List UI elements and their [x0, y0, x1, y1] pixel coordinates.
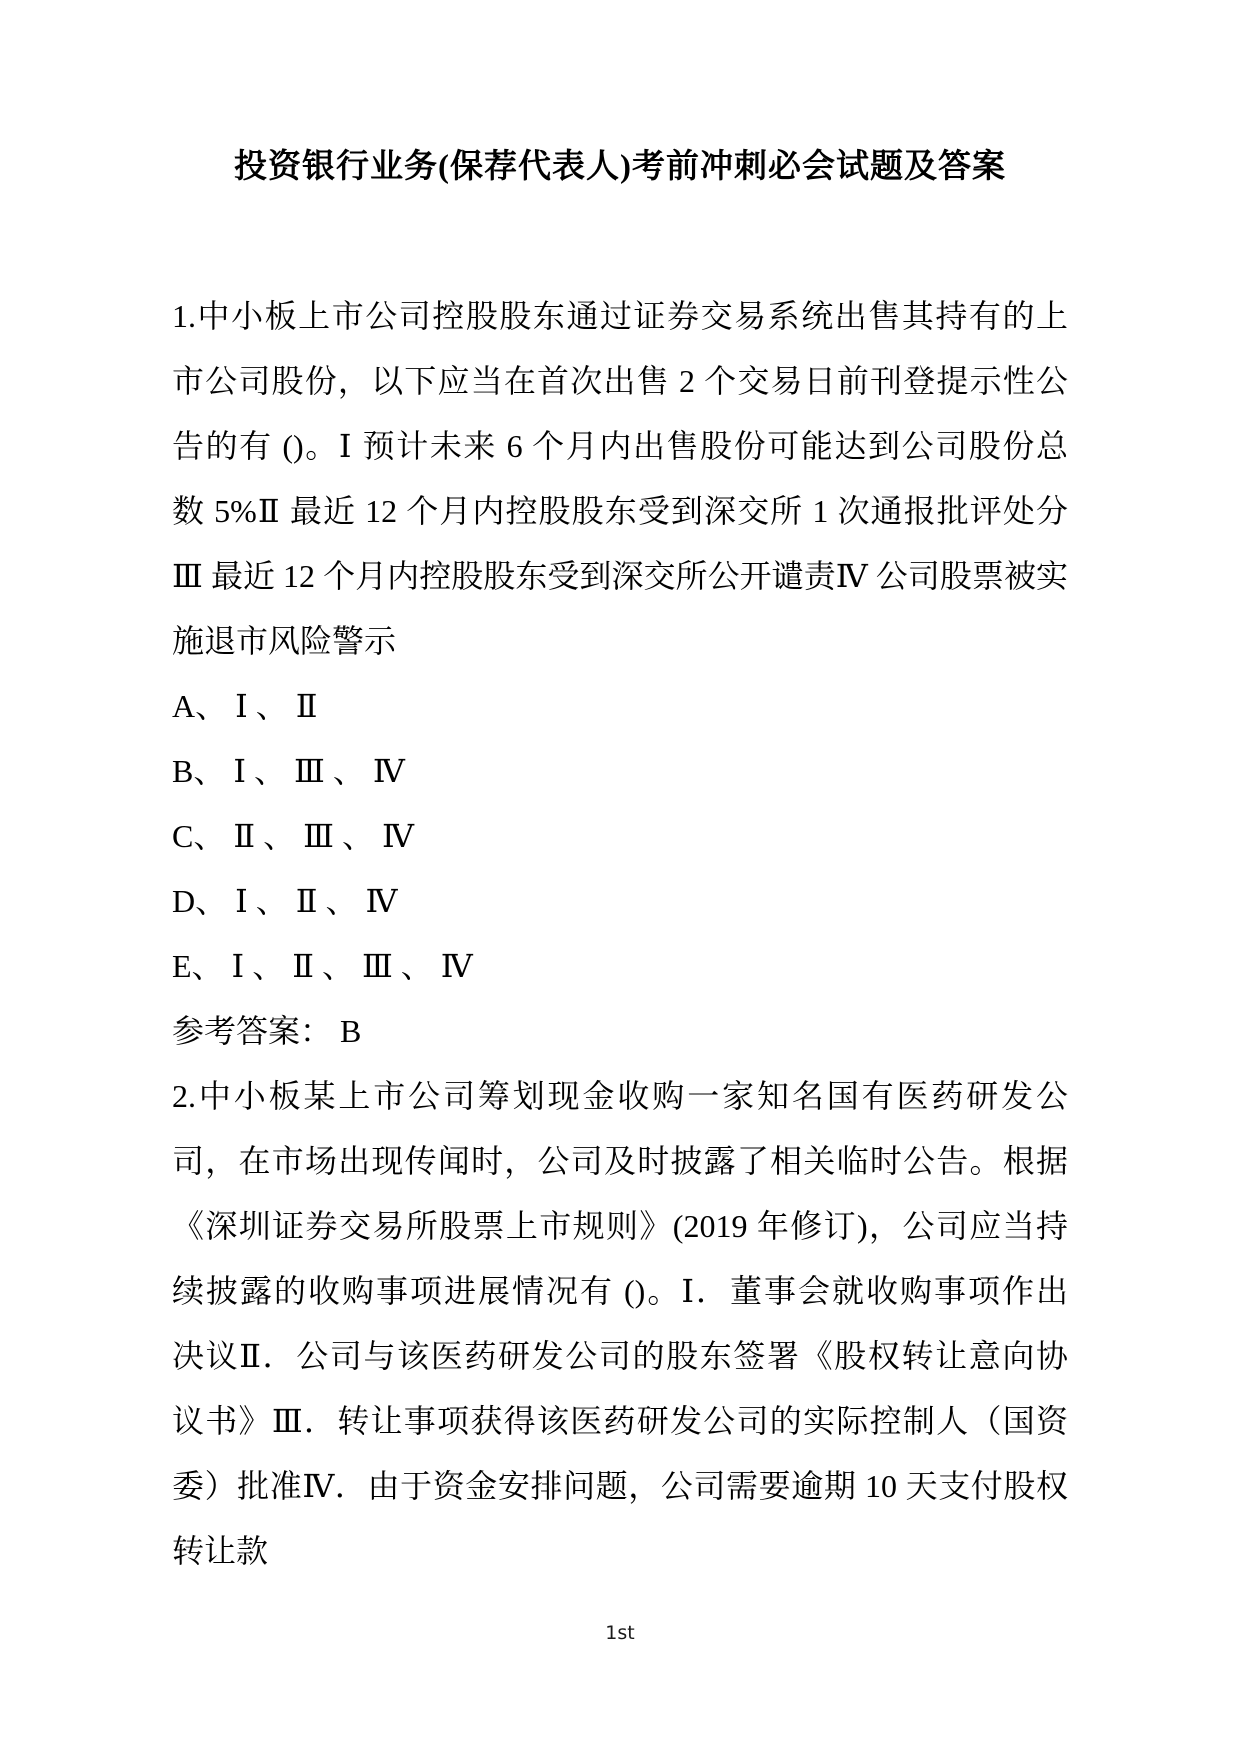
question-1-option-a: A、 Ⅰ 、 Ⅱ [172, 688, 318, 724]
question-1 [172, 284, 1068, 1064]
question-1-answer: 参考答案： B [172, 1013, 362, 1049]
question-2-stem-line: 委）批准Ⅳ．由于资金安排问题，公司需要逾期 10 天支付股权 [172, 1468, 1068, 1504]
question-1-option-b: B、 Ⅰ 、 Ⅲ 、 Ⅳ [172, 753, 405, 789]
question-1-option-e: E、 Ⅰ 、 Ⅱ 、 Ⅲ 、 Ⅳ [172, 948, 473, 984]
question-2-stem-line: 决议Ⅱ．公司与该医药研发公司的股东签署《股权转让意向协 [172, 1338, 1068, 1374]
question-1-stem-line: 施退市风险警示 [172, 623, 397, 659]
document-body [172, 284, 1068, 1584]
question-1-option-c: C、 Ⅱ 、 Ⅲ 、 Ⅳ [172, 818, 414, 854]
question-1-option-d: D、 Ⅰ 、 Ⅱ 、 Ⅳ [172, 883, 398, 919]
question-2-stem-line: 司，在市场出现传闻时，公司及时披露了相关临时公告。根据 [172, 1143, 1068, 1179]
page-number: 1st [605, 1622, 635, 1644]
question-1-stem-line: 告的有 ()。Ⅰ 预计未来 6 个月内出售股份可能达到公司股份总 [172, 428, 1068, 464]
question-2-stem-line: 转让款 [172, 1533, 269, 1569]
question-2-stem-line: 2.中小板某上市公司筹划现金收购一家知名国有医药研发公 [172, 1078, 1068, 1114]
question-1-stem-line: Ⅲ 最近 12 个月内控股股东受到深交所公开谴责Ⅳ 公司股票被实 [172, 558, 1068, 594]
document-title: 投资银行业务(保荐代表人)考前冲刺必会试题及答案 [234, 149, 1006, 185]
question-2-stem-line: 《深圳证券交易所股票上市规则》(2019 年修订)，公司应当持 [172, 1208, 1068, 1244]
question-1-stem-line: 1.中小板上市公司控股股东通过证券交易系统出售其持有的上 [172, 298, 1068, 334]
question-2 [172, 1064, 1068, 1584]
question-1-stem-line: 市公司股份，以下应当在首次出售 2 个交易日前刊登提示性公 [172, 363, 1068, 399]
question-1-stem-line: 数 5%Ⅱ 最近 12 个月内控股股东受到深交所 1 次通报批评处分 [172, 493, 1068, 529]
question-2-stem-line: 续披露的收购事项进展情况有 ()。Ⅰ．董事会就收购事项作出 [172, 1273, 1068, 1309]
question-2-stem-line: 议书》Ⅲ．转让事项获得该医药研发公司的实际控制人（国资 [172, 1403, 1068, 1439]
